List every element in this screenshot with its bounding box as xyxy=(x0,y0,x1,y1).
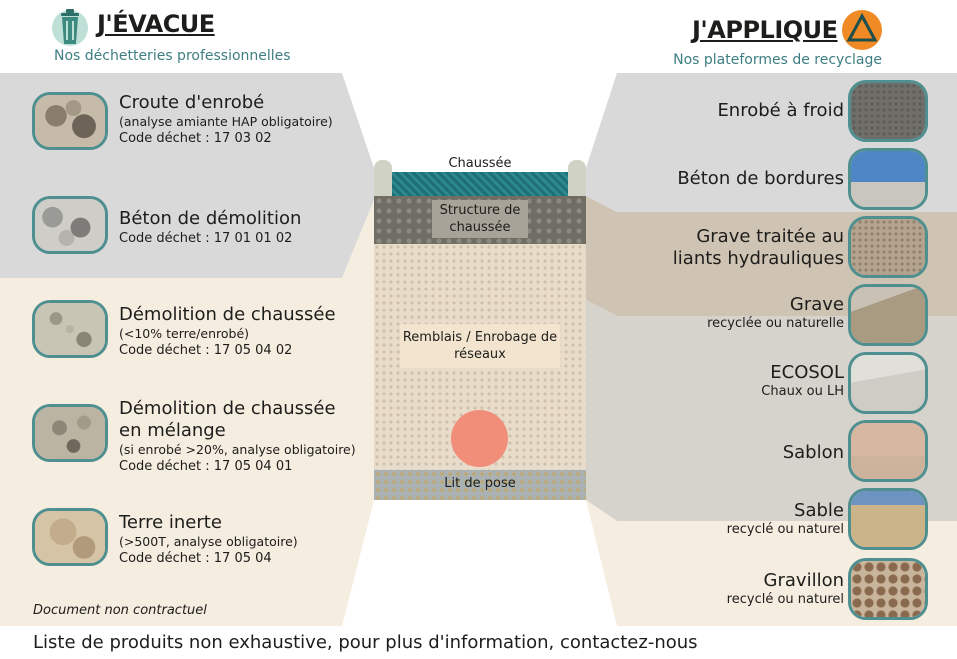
applique-item xyxy=(600,76,930,142)
left-header-subtitle: Nos déchetteries professionnelles xyxy=(54,48,291,64)
applique-item-name: Enrobé à froid xyxy=(717,100,844,121)
applique-item xyxy=(600,416,930,482)
evacue-item-note: (>500T, analyse obligatoire) xyxy=(119,534,298,549)
evacue-item-name: Béton de démolition xyxy=(119,208,302,229)
applique-item-name: Sablon xyxy=(782,442,844,463)
applique-item-name: ECOSOL xyxy=(770,362,844,383)
applique-item-sub: recyclée ou naturelle xyxy=(707,316,844,331)
structure-label: Structure de chaussée xyxy=(432,200,528,238)
applique-item-name: Sable xyxy=(794,500,844,521)
sablon-quarry-image xyxy=(848,420,928,482)
remblais-label: Remblais / Enrobage de réseaux xyxy=(400,324,560,368)
applique-item-sub: Chaux ou LH xyxy=(761,384,844,399)
road-demolition-image xyxy=(32,300,108,358)
right-header-subtitle: Nos plateformes de recyclage xyxy=(673,52,882,68)
applique-item-name: Béton de bordures xyxy=(677,168,844,189)
applique-item-sub: recyclé ou naturel xyxy=(726,592,844,607)
gravel-heap-image xyxy=(848,284,928,346)
road-section-diagram xyxy=(374,154,586,500)
applique-item-name: Grave xyxy=(789,294,844,315)
evacue-item xyxy=(32,300,372,366)
applique-item xyxy=(600,554,930,620)
applique-item xyxy=(600,348,930,414)
evacue-item-note: (<10% terre/enrobé) xyxy=(119,326,250,341)
applique-item xyxy=(600,144,930,210)
disclaimer: Document non contractuel xyxy=(33,603,207,618)
evacue-item xyxy=(32,196,372,262)
cold-asphalt-image xyxy=(848,80,928,142)
pipe-circle xyxy=(451,410,508,467)
sand-image xyxy=(848,488,928,550)
inert-soil-image xyxy=(32,508,108,566)
applique-item xyxy=(600,280,930,346)
chaussee-label: Chaussée xyxy=(448,156,512,171)
evacue-item-code: Code déchet : 17 03 02 xyxy=(119,131,272,146)
evacue-item-name: Démolition de chaussée xyxy=(119,304,336,325)
treated-gravel-image xyxy=(848,216,928,278)
concrete-plant-image xyxy=(848,148,928,210)
evacue-item-note: (si enrobé >20%, analyse obligatoire) xyxy=(119,442,356,457)
evacue-item-code: Code déchet : 17 01 01 02 xyxy=(119,231,293,246)
evacue-item-code: Code déchet : 17 05 04 02 xyxy=(119,343,293,358)
recycle-triangle-icon xyxy=(840,8,884,52)
concrete-rubble-image xyxy=(32,196,108,254)
asphalt-chunks-image xyxy=(32,92,108,150)
footer-text: Liste de produits non exhaustive, pour plus d'information, contactez-nous xyxy=(33,632,698,653)
evacue-item-name: Croute d'enrobé xyxy=(119,92,265,113)
applique-item-name: Grave traitée au liants hydrauliques xyxy=(672,226,844,269)
left-header xyxy=(52,4,332,68)
ecosol-field-image xyxy=(848,352,928,414)
applique-item xyxy=(600,212,930,278)
lit-label: Lit de pose xyxy=(444,476,516,491)
trash-bin-icon xyxy=(52,4,88,48)
evacue-item-name: Terre inerte xyxy=(119,512,222,533)
asphalt-layer xyxy=(392,172,568,196)
evacue-item xyxy=(32,92,372,158)
evacue-item-name: Démolition de chaussée en mélange xyxy=(119,398,336,441)
pebbles-image xyxy=(848,558,928,620)
evacue-item-note: (analyse amiante HAP obligatoire) xyxy=(119,114,333,129)
evacue-item xyxy=(32,508,372,574)
mixed-demolition-image xyxy=(32,404,108,462)
right-header-title: J'APPLIQUE xyxy=(692,16,838,44)
evacue-item xyxy=(32,398,372,474)
evacue-item-code: Code déchet : 17 05 04 01 xyxy=(119,459,293,474)
applique-item xyxy=(600,484,930,550)
left-header-title: J'ÉVACUE xyxy=(97,10,215,38)
applique-item-name: Gravillon xyxy=(763,570,844,591)
applique-item-sub: recyclé ou naturel xyxy=(726,522,844,537)
evacue-item-code: Code déchet : 17 05 04 xyxy=(119,551,272,566)
right-header xyxy=(660,6,884,70)
